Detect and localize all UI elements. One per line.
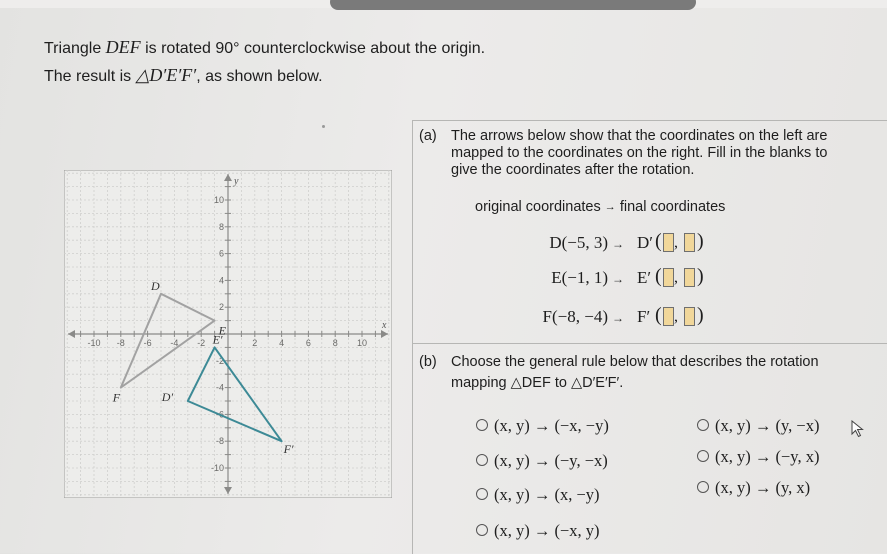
comma: , bbox=[674, 269, 678, 286]
rule-option-4[interactable] bbox=[697, 447, 819, 467]
problem-statement bbox=[44, 34, 485, 90]
f-prime-x-input[interactable] bbox=[663, 307, 674, 326]
part-a-line: The arrows below show that the coordinates on the left are bbox=[451, 128, 828, 144]
y-tick-label: -8 bbox=[215, 436, 224, 447]
original-coordinate-e: E(−1, 1) bbox=[551, 268, 608, 287]
prompt-text: Triangle bbox=[44, 40, 106, 57]
problem-line-1 bbox=[44, 34, 485, 62]
close-paren: ) bbox=[697, 230, 704, 252]
arrow-icon: → bbox=[612, 272, 624, 286]
e-prime-y-input[interactable] bbox=[684, 268, 695, 287]
rule-option-3[interactable] bbox=[476, 451, 608, 471]
part-b-text bbox=[451, 354, 819, 392]
open-paren: ( bbox=[655, 265, 662, 287]
image-point-label: E′ bbox=[637, 268, 652, 287]
part-a-label: (a) bbox=[419, 128, 437, 144]
e-prime-x-input[interactable] bbox=[663, 268, 674, 287]
radio-button[interactable] bbox=[697, 450, 709, 462]
rule-option-1[interactable] bbox=[476, 416, 609, 436]
vertex-label: E′ bbox=[212, 332, 223, 347]
prompt-text: is rotated bbox=[140, 40, 216, 57]
radio-button[interactable] bbox=[697, 481, 709, 493]
x-tick-label: -8 bbox=[116, 338, 125, 348]
part-a-text bbox=[451, 128, 827, 179]
problem-line-2 bbox=[44, 62, 485, 90]
x-tick-label: 4 bbox=[279, 338, 285, 348]
x-tick-label: -4 bbox=[170, 338, 179, 348]
close-paren: ) bbox=[697, 304, 704, 326]
original-coordinate-d: D(−5, 3) bbox=[549, 233, 608, 252]
y-tick-label: 6 bbox=[218, 248, 224, 259]
part-b-instructions bbox=[419, 354, 869, 394]
rule-option-label: (x, y) → (y, x) bbox=[715, 478, 811, 497]
d-prime-y-input[interactable] bbox=[684, 233, 695, 252]
x-tick-label: 6 bbox=[305, 338, 311, 348]
graph-svg bbox=[64, 170, 392, 498]
original-coordinate-f: F(−8, −4) bbox=[542, 307, 608, 326]
rule-option-label: (x, y) → (−x, y) bbox=[494, 521, 600, 540]
triangle-name: DEF bbox=[105, 37, 141, 57]
rule-option-label: (x, y) → (x, −y) bbox=[494, 485, 600, 504]
rule-option-7[interactable] bbox=[476, 521, 600, 541]
vertex-label: F′ bbox=[283, 442, 294, 457]
rule-option-label: (x, y) → (y, −x) bbox=[715, 416, 820, 435]
radio-button[interactable] bbox=[476, 488, 488, 500]
scrollbar-thumb[interactable] bbox=[330, 0, 696, 10]
header-final: final coordinates bbox=[619, 199, 726, 215]
close-paren: ) bbox=[697, 265, 704, 287]
arrow-icon: → bbox=[612, 311, 624, 325]
mapping-row-e bbox=[470, 265, 720, 291]
open-paren: ( bbox=[655, 304, 662, 326]
vertex-label: E bbox=[218, 323, 226, 338]
x-axis-label: x bbox=[382, 320, 387, 331]
rule-option-2[interactable] bbox=[697, 416, 819, 436]
part-b-label: (b) bbox=[419, 354, 437, 370]
coordinate-graph bbox=[64, 170, 392, 498]
header-original: original coordinates bbox=[475, 199, 601, 215]
y-tick-label: -2 bbox=[215, 355, 224, 366]
mapping-row-d bbox=[470, 230, 720, 256]
panel-divider bbox=[412, 343, 887, 344]
radio-button[interactable] bbox=[476, 419, 488, 431]
d-prime-x-input[interactable] bbox=[663, 233, 674, 252]
x-tick-label: 2 bbox=[252, 338, 258, 348]
radio-button[interactable] bbox=[476, 524, 488, 536]
rule-option-5[interactable] bbox=[476, 485, 600, 505]
open-paren: ( bbox=[655, 230, 662, 252]
rule-option-label: (x, y) → (−y, −x) bbox=[494, 451, 608, 470]
y-tick-label: 8 bbox=[218, 221, 224, 232]
part-a-line: mapped to the coordinates on the right. Fill in the blanks to bbox=[451, 145, 828, 161]
image-triangle-name: △D′E′F′ bbox=[135, 65, 197, 85]
y-tick-label: -4 bbox=[215, 382, 224, 393]
mapping-header bbox=[475, 199, 725, 215]
arrow-icon: → bbox=[604, 201, 616, 213]
arrow-icon: → bbox=[612, 237, 624, 251]
prompt-text: counterclockwise about the origin. bbox=[239, 40, 486, 57]
image-point-label: F′ bbox=[637, 307, 651, 326]
rule-option-label: (x, y) → (−y, x) bbox=[715, 447, 820, 466]
x-tick-label: 8 bbox=[332, 338, 338, 348]
vertex-label: D bbox=[151, 278, 160, 293]
mapping-row-f bbox=[470, 304, 720, 330]
y-tick-label: 10 bbox=[213, 195, 224, 205]
y-tick-label: 4 bbox=[218, 275, 224, 286]
part-a-instructions bbox=[419, 128, 869, 188]
x-tick-label: -10 bbox=[87, 338, 101, 348]
top-scroll-area bbox=[0, 0, 887, 8]
part-b-line: mapping △DEF to △D′E′F′. bbox=[451, 375, 624, 391]
image-point-label: D′ bbox=[637, 233, 653, 252]
y-axis-label: y bbox=[234, 176, 239, 187]
x-tick-label: -6 bbox=[143, 338, 152, 348]
prompt-text: , as shown below. bbox=[196, 68, 323, 85]
mouse-cursor-icon bbox=[851, 420, 865, 443]
comma: , bbox=[674, 308, 678, 325]
y-tick-label: -10 bbox=[210, 463, 224, 473]
prompt-text: The result is bbox=[44, 68, 136, 85]
rule-option-6[interactable] bbox=[697, 478, 810, 498]
part-a-line: give the coordinates after the rotation. bbox=[451, 162, 695, 178]
radio-button[interactable] bbox=[697, 419, 709, 431]
rotation-angle: 90° bbox=[215, 40, 240, 57]
x-tick-label: 10 bbox=[356, 338, 368, 348]
rule-option-label: (x, y) → (−x, −y) bbox=[494, 416, 609, 435]
y-tick-label: 2 bbox=[218, 302, 224, 313]
comma: , bbox=[674, 234, 678, 251]
vertex-label: F bbox=[112, 390, 121, 405]
stray-dot bbox=[322, 125, 325, 128]
radio-button[interactable] bbox=[476, 454, 488, 466]
y-tick-label: -6 bbox=[215, 409, 224, 420]
part-b-line: Choose the general rule below that describes the rotation bbox=[451, 354, 819, 370]
x-tick-label: -2 bbox=[197, 338, 206, 348]
vertex-label: D′ bbox=[161, 390, 174, 404]
f-prime-y-input[interactable] bbox=[684, 307, 695, 326]
